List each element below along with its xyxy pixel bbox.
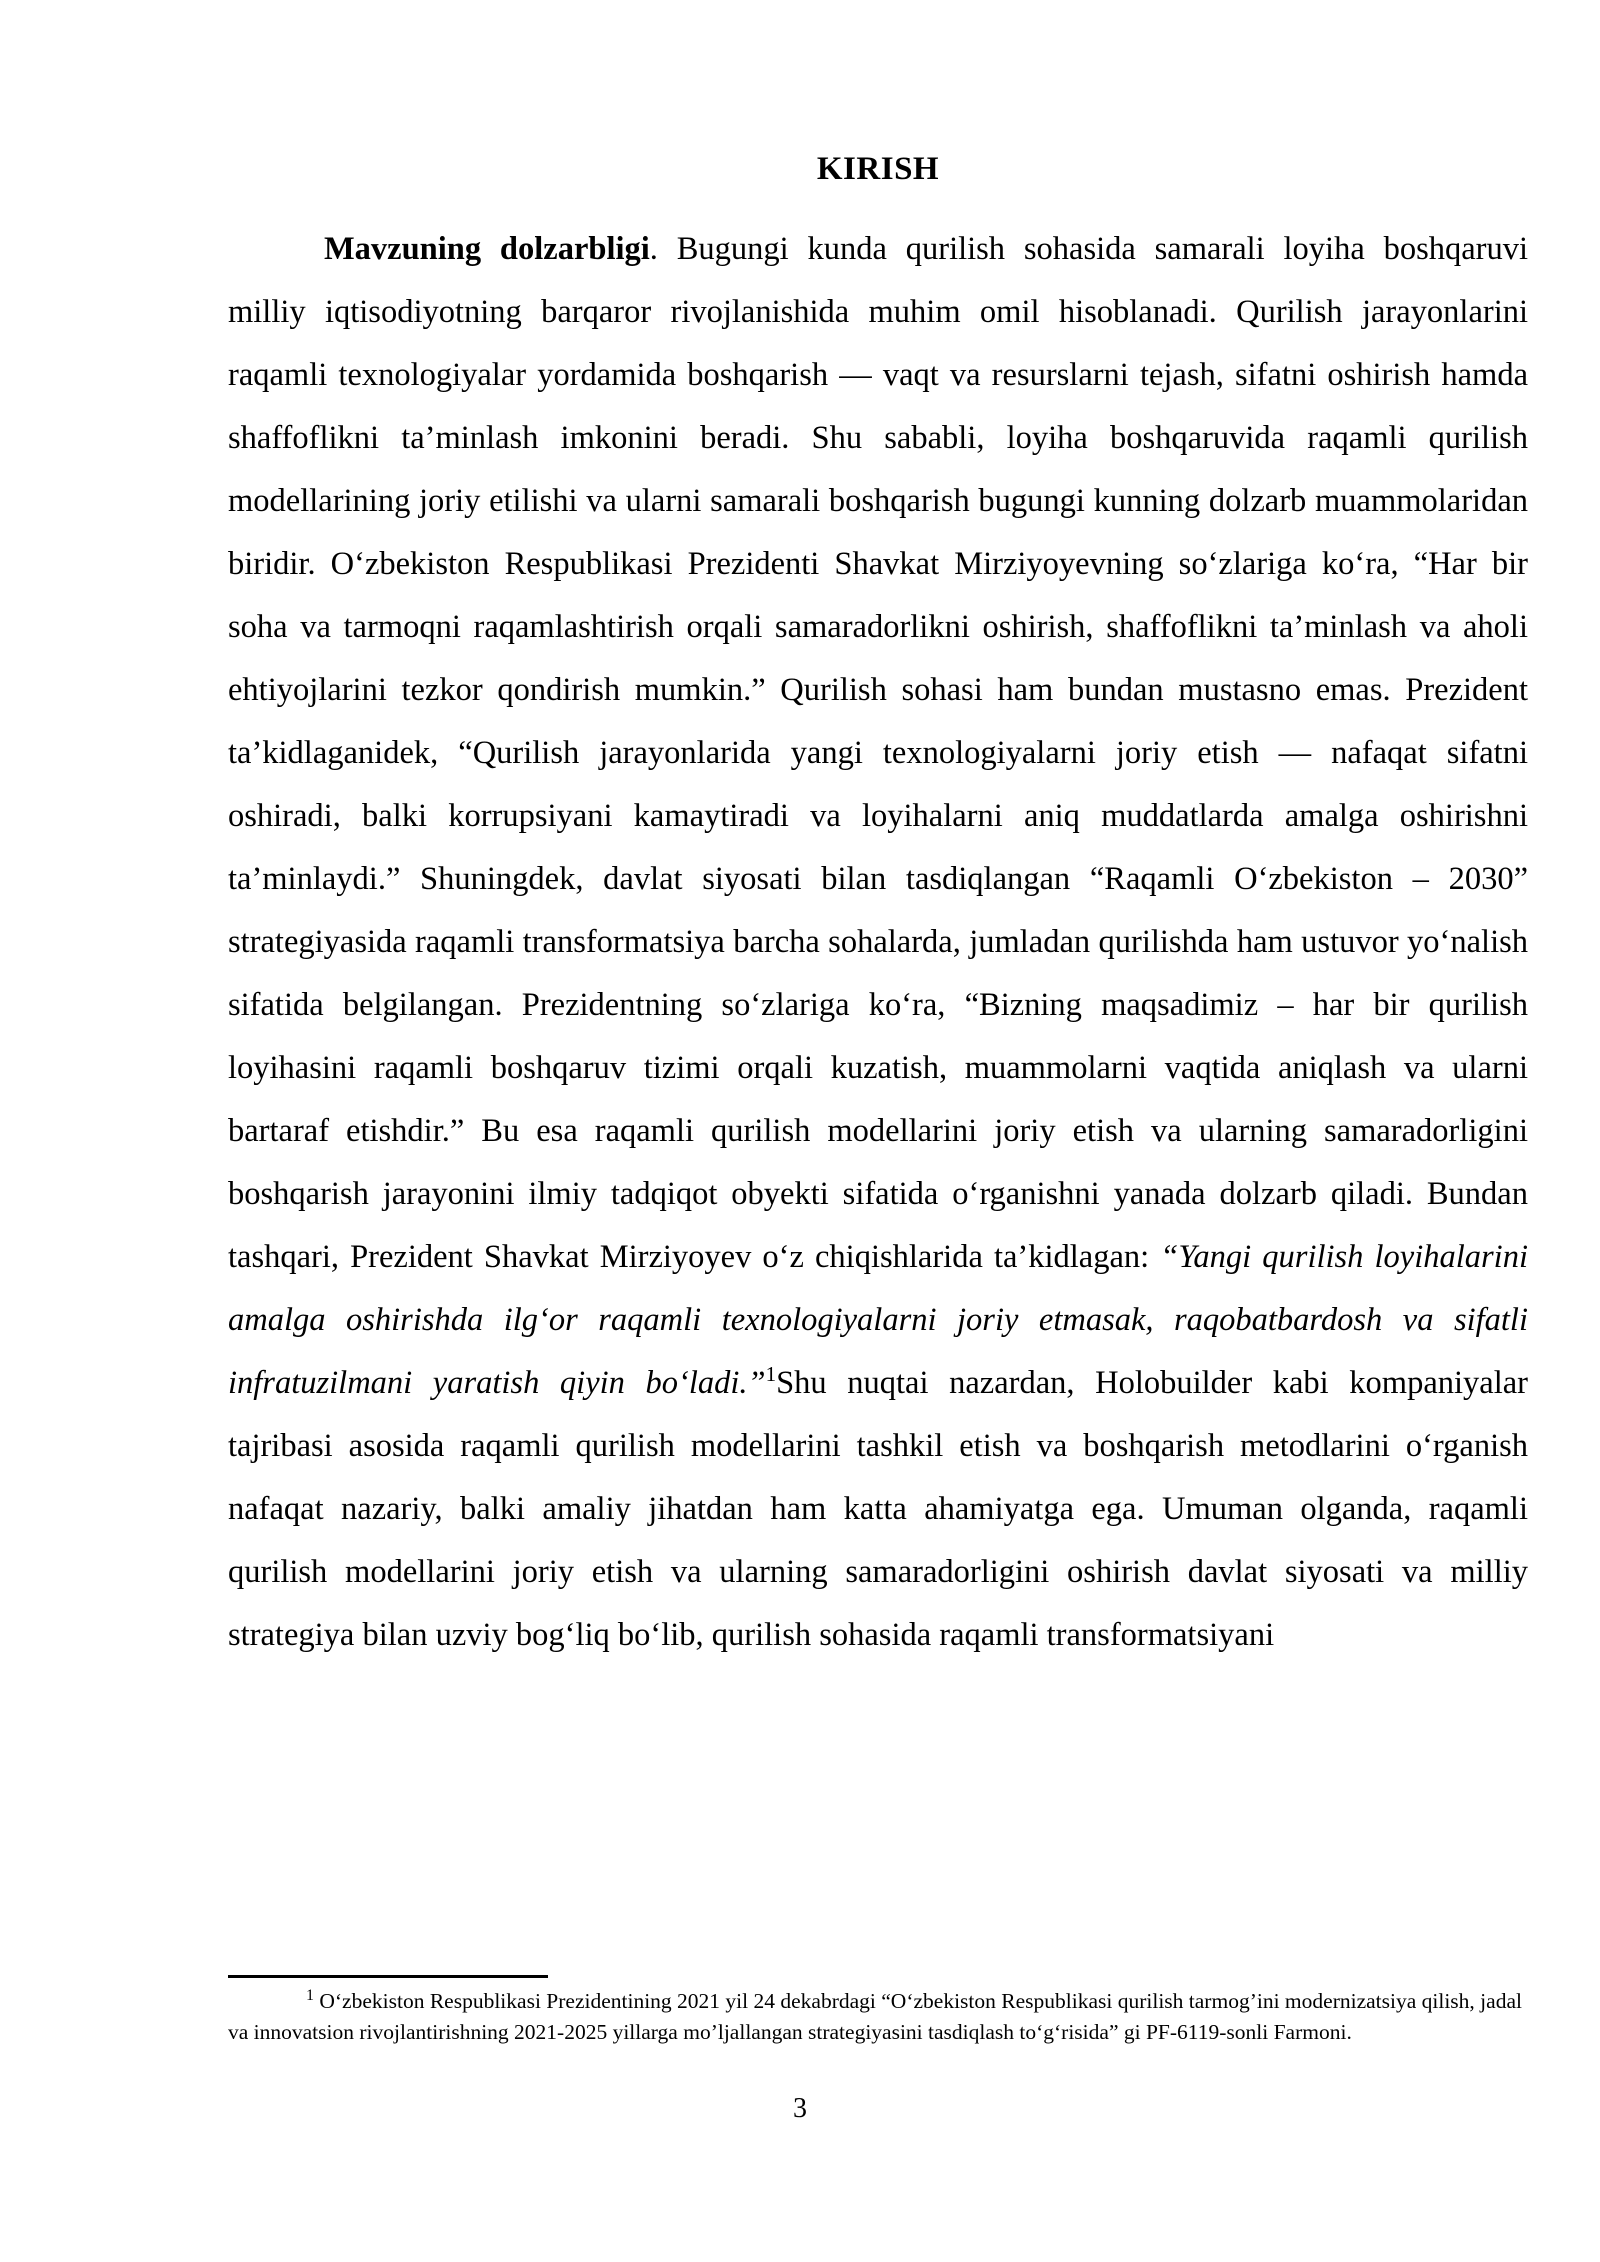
footnote-text: Oʻzbekiston Respublikasi Prezidentining 2021 yil 24 dekabrdagi “Oʻzbekiston Respublikasi qurilish tarmog’ini modernizatsiya qilish, jadal va innovatsion rivojlantirishning 2021-2025 yillarga mo’ljallangan strategiyasini tasdiqlash toʻgʻrisida” gi PF-6119-sonli Farmoni. <box>228 1989 1522 2044</box>
paragraph-text-part-2: Shu nuqtai nazardan, Holobuilder kabi kompaniyalar tajribasi asosida raqamli qurilish modellarini tashkil etish va boshqarish metodlarini oʻrganish nafaqat nazariy, balki amaliy jihatdan ham katta ahamiyatga ega. Umuman olganda, raqamli qurilish modellarini joriy etish va ularning samaradorligini oshirish davlat siyosati va milliy strategiya bilan uzviy bogʻliq boʻlib, qurilish sohasida raqamli transformatsiyani <box>228 1364 1528 1653</box>
footnote-reference-marker[interactable]: 1 <box>765 1361 777 1386</box>
page-title: KIRISH <box>816 151 940 187</box>
footnote-area <box>228 1975 1528 2048</box>
footnote-separator-rule <box>228 1975 548 1978</box>
page-number: 3 <box>793 2093 807 2124</box>
introduction-paragraph <box>228 218 1528 1667</box>
page-content <box>228 150 1528 1667</box>
paragraph-lead-in: Mavzuning dolzarbligi <box>324 230 650 267</box>
footnote-entry <box>228 1986 1528 2048</box>
footnote-number: 1 <box>306 1986 314 2004</box>
presidential-quote-italic: “Yangi qurilish loyihalarini amalga oshirishda ilgʻor raqamli texnologiyalarni joriy etmasak, raqobatbardosh va sifatli infratuzilmani yaratish qiyin boʻladi.” <box>228 1238 1528 1401</box>
paragraph-text-part-1: . Bugungi kunda qurilish sohasida samarali loyiha boshqaruvi milliy iqtisodiyotning barqaror rivojlanishida muhim omil hisoblanadi. Qurilish jarayonlarini raqamli texnologiyalar yordamida boshqarish — vaqt va resurslarni tejash, sifatni oshirish hamda shaffoflikni ta’minlash imkonini beradi. Shu sababli, loyiha boshqaruvida raqamli qurilish modellarining joriy etilishi va ularni samarali boshqarish bugungi kunning dolzarb muammolaridan biridir. Oʻzbekiston Respublikasi Prezidenti Shavkat Mirziyoyevning soʻzlariga koʻra, “Har bir soha va tarmoqni raqamlashtirish orqali samaradorlikni oshirish, shaffoflikni ta’minlash va aholi ehtiyojlarini tezkor qondirish mumkin.” Qurilish sohasi ham bundan mustasno emas. Prezident ta’kidlaganidek, “Qurilish jarayonlarida yangi texnologiyalarni joriy etish — nafaqat sifatni oshiradi, balki korrupsiyani kamaytiradi va loyihalarni aniq muddatlarda amalga oshirishni ta’minlaydi.” Shuningdek, davlat siyosati bilan tasdiqlangan “Raqamli Oʻzbekiston – 2030” strategiyasida raqamli transformatsiya barcha sohalarda, jumladan qurilishda ham ustuvor yoʻnalish sifatida belgilangan. Prezidentning soʻzlariga koʻra, “Bizning maqsadimiz – har bir qurilish loyihasini raqamli boshqaruv tizimi orqali kuzatish, muammolarni vaqtida aniqlash va ularni bartaraf etishdir.” Bu esa raqamli qurilish modellarini joriy etish va ularning samaradorligini boshqarish jarayonini ilmiy tadqiqot obyekti sifatida oʻrganishni yanada dolzarb qiladi. Bundan tashqari, Prezident Shavkat Mirziyoyev oʻz chiqishlarida ta’kidlagan: <box>228 230 1528 1275</box>
